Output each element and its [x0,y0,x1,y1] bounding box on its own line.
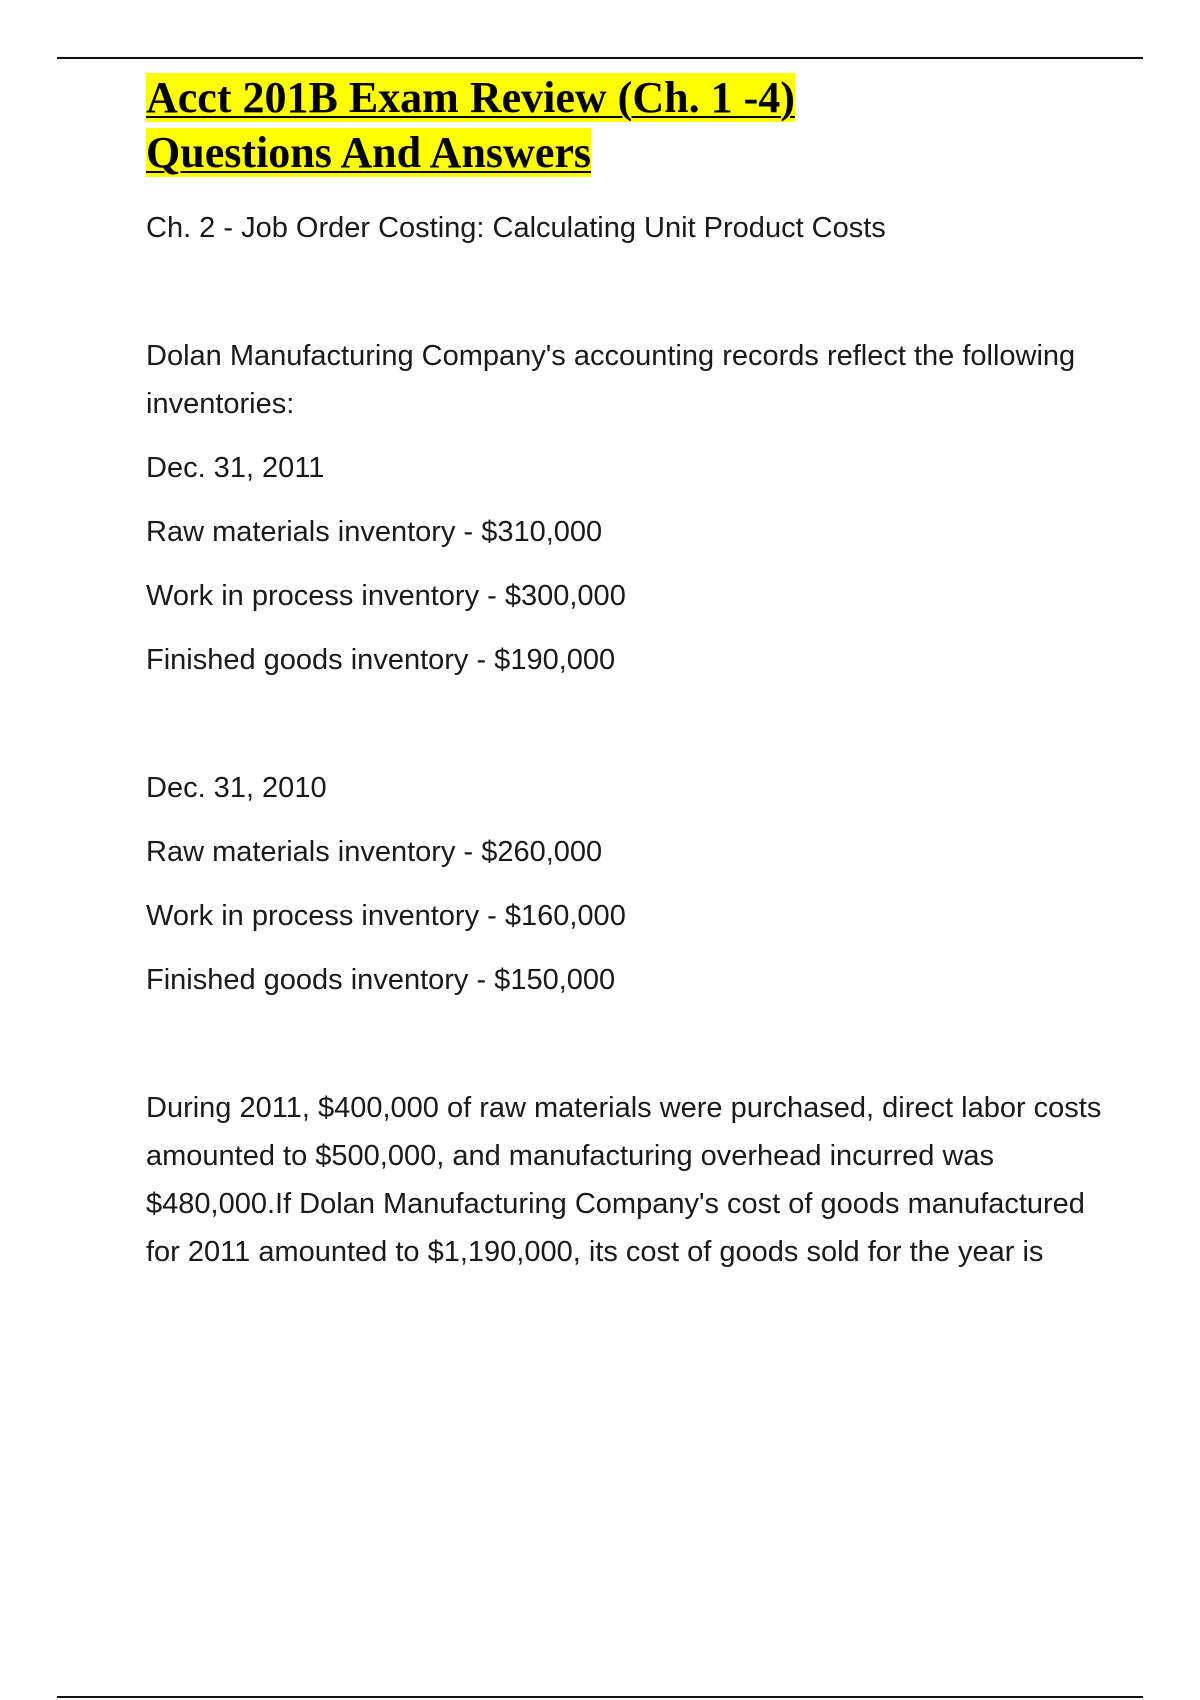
finished-goods-2010: Finished goods inventory - $150,000 [146,964,616,996]
title-line-2: Questions And Answers [146,128,592,177]
work-in-process-2010: Work in process inventory - $160,000 [146,900,626,932]
document-page [146,70,1106,1276]
bottom-divider [57,1696,1143,1698]
question-paragraph: During 2011, $400,000 of raw materials were purchased, direct labor costs amounted to $500,000, and manufacturing overhead incurred was $480,000.If Dolan Manufacturing Company's cost of goods manufactured for 2011 amounted to $1,190,000, its cost of goods sold for the year is [146,1092,1102,1268]
date-2010: Dec. 31, 2010 [146,772,327,804]
work-in-process-2011: Work in process inventory - $300,000 [146,580,626,612]
document-title [146,70,1106,180]
title-line-1: Acct 201B Exam Review (Ch. 1 -4) [146,73,795,122]
top-divider [57,57,1143,59]
raw-materials-2010: Raw materials inventory - $260,000 [146,836,603,868]
chapter-subtitle: Ch. 2 - Job Order Costing: Calculating Unit Product Costs [146,212,886,244]
raw-materials-2011: Raw materials inventory - $310,000 [146,516,603,548]
date-2011: Dec. 31, 2011 [146,452,325,484]
finished-goods-2011: Finished goods inventory - $190,000 [146,644,616,676]
intro-paragraph: Dolan Manufacturing Company's accounting records reflect the following inventories: [146,340,1076,420]
